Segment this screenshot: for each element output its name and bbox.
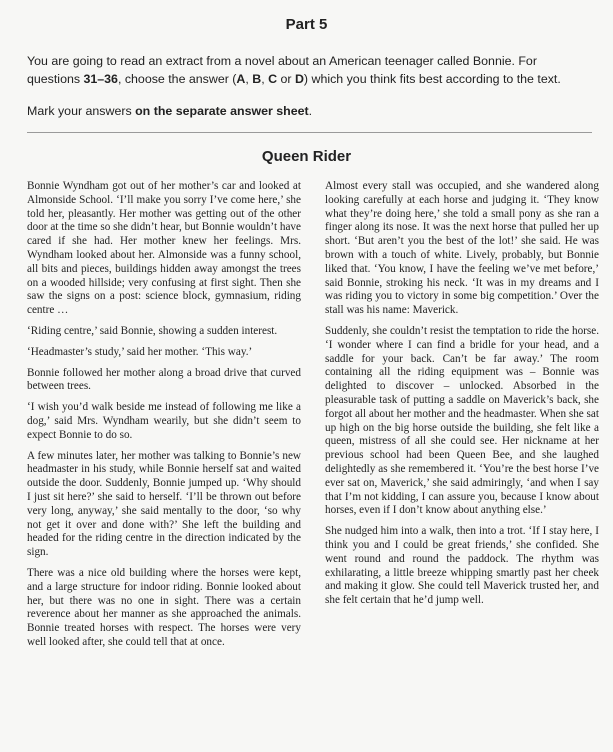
option-b: B xyxy=(252,72,262,86)
paragraph: She nudged him into a walk, then into a trot. ‘If I stay here, I think you and I could be great friends,’ she confided. She went round and round the paddock. The rhythm was exhilarating, a little breeze whipping smartly past her cheek and making it glow. She could tell Maverick trusted her, and she felt certain that he’d jump well. xyxy=(325,525,599,607)
paragraph: There was a nice old building where the horses were kept, and a large structure for indoor riding. Bonnie looked about her, but there was no one in sight. There was a certain reverence about her manner as she approached the animals. Bonnie treated horses with respect. The horses were very well looked after, she could tell that at once. xyxy=(27,566,301,648)
part-title: Part 5 xyxy=(285,16,328,33)
answer-sheet-note: Mark your answers on the separate answer sheet. xyxy=(27,104,313,118)
instructions xyxy=(27,52,592,120)
paragraph: Suddenly, she couldn’t resist the temptation to ride the horse. ‘I wonder where I can find a bridle for your head, and a saddle for your back. Can’t be far away.’ The room containing all the riding equipment was – Bonnie was delighted to discover – unlocked. Absorbed in the pleasurable task of putting a saddle on Maverick’s back, she forgot all about her mother and the headmaster. When she sat up high on the big horse outside the building, she felt like a queen, mistress of all she could see. Her nickname at her previous school had been Queen Bee, and she laughed delightedly as she remembered it. ‘You’re the best horse I’ve ever sat on, Maverick,’ she said admiringly, ‘and when I say that I’m not kidding, I can assure you, because I know about horses, even if I don’t know about anything else.’ xyxy=(325,324,599,517)
question-range: 31–36 xyxy=(83,72,118,86)
option-d: D xyxy=(294,72,304,86)
story-title: Queen Rider xyxy=(261,148,352,165)
paragraph: ‘I wish you’d walk beside me instead of following me like a dog,’ said Mrs. Wyndham wearily, but she didn’t seem to expect Bonnie to do so. xyxy=(27,401,301,441)
paragraph: A few minutes later, her mother was talking to Bonnie’s new headmaster in his study, while Bonnie herself sat and waited outside the door. Suddenly, Bonnie jumped up. ‘Why should I just sit here?’ she said to herself. ‘I’ll be thrown out before very long, anyway,’ she said mentally to the door, ‘so why not get it over and done with?’ She left the building and headed for the riding centre in the direction indicated by the sign. xyxy=(27,449,301,559)
option-a: A xyxy=(236,72,246,86)
paragraph: ‘Headmaster’s study,’ said her mother. ‘This way.’ xyxy=(27,345,253,358)
paragraph: Bonnie followed her mother along a broad drive that curved between trees. xyxy=(27,366,301,393)
instructions-text: You are going to read an extract from a novel about an American teenager called Bonnie. For questions 31–36, choose the answer (A, B, C or D) which you think fits best according to the text. xyxy=(27,54,561,86)
option-c: C xyxy=(268,72,278,86)
paragraph: ‘Riding centre,’ said Bonnie, showing a sudden interest. xyxy=(27,324,278,337)
paragraph: Almost every stall was occupied, and she wandered along looking carefully at each horse and judging it. ‘They know what they’re doing here,’ she told a small pony as she ran a finger along its nose. It was the next horse that pulled her up short. ‘But aren’t you the best of the lot!’ she said. He was brown with a touch of white. Lively, probably, but Bonnie liked that. ‘You know, I have the feeling we’ve met before,’ said Bonnie, stroking his neck. ‘It was in my dreams and I was riding you to victory in some big competition.’ Over the stall was his name: Maverick. xyxy=(325,180,599,317)
text-column-left xyxy=(27,180,301,657)
text-column-right xyxy=(325,180,599,615)
divider xyxy=(27,132,592,133)
paragraph: Bonnie Wyndham got out of her mother’s car and looked at Almonside School. ‘I’ll make you sorry I’ve come here,’ she told her, pleasantly. Her mother was getting out of the other door at the time so she didn’t hear, but Bonnie wouldn’t have cared if she had. Her mother knew her feelings. Mrs. Wyndham looked about her. Almonside was a funny school, all bits and pieces, buildings hidden away amongst the trees on a wooded hillside; very confusing at first sight. Then she saw the signs on a post: science block, gymnasium, riding centre … xyxy=(27,180,301,317)
